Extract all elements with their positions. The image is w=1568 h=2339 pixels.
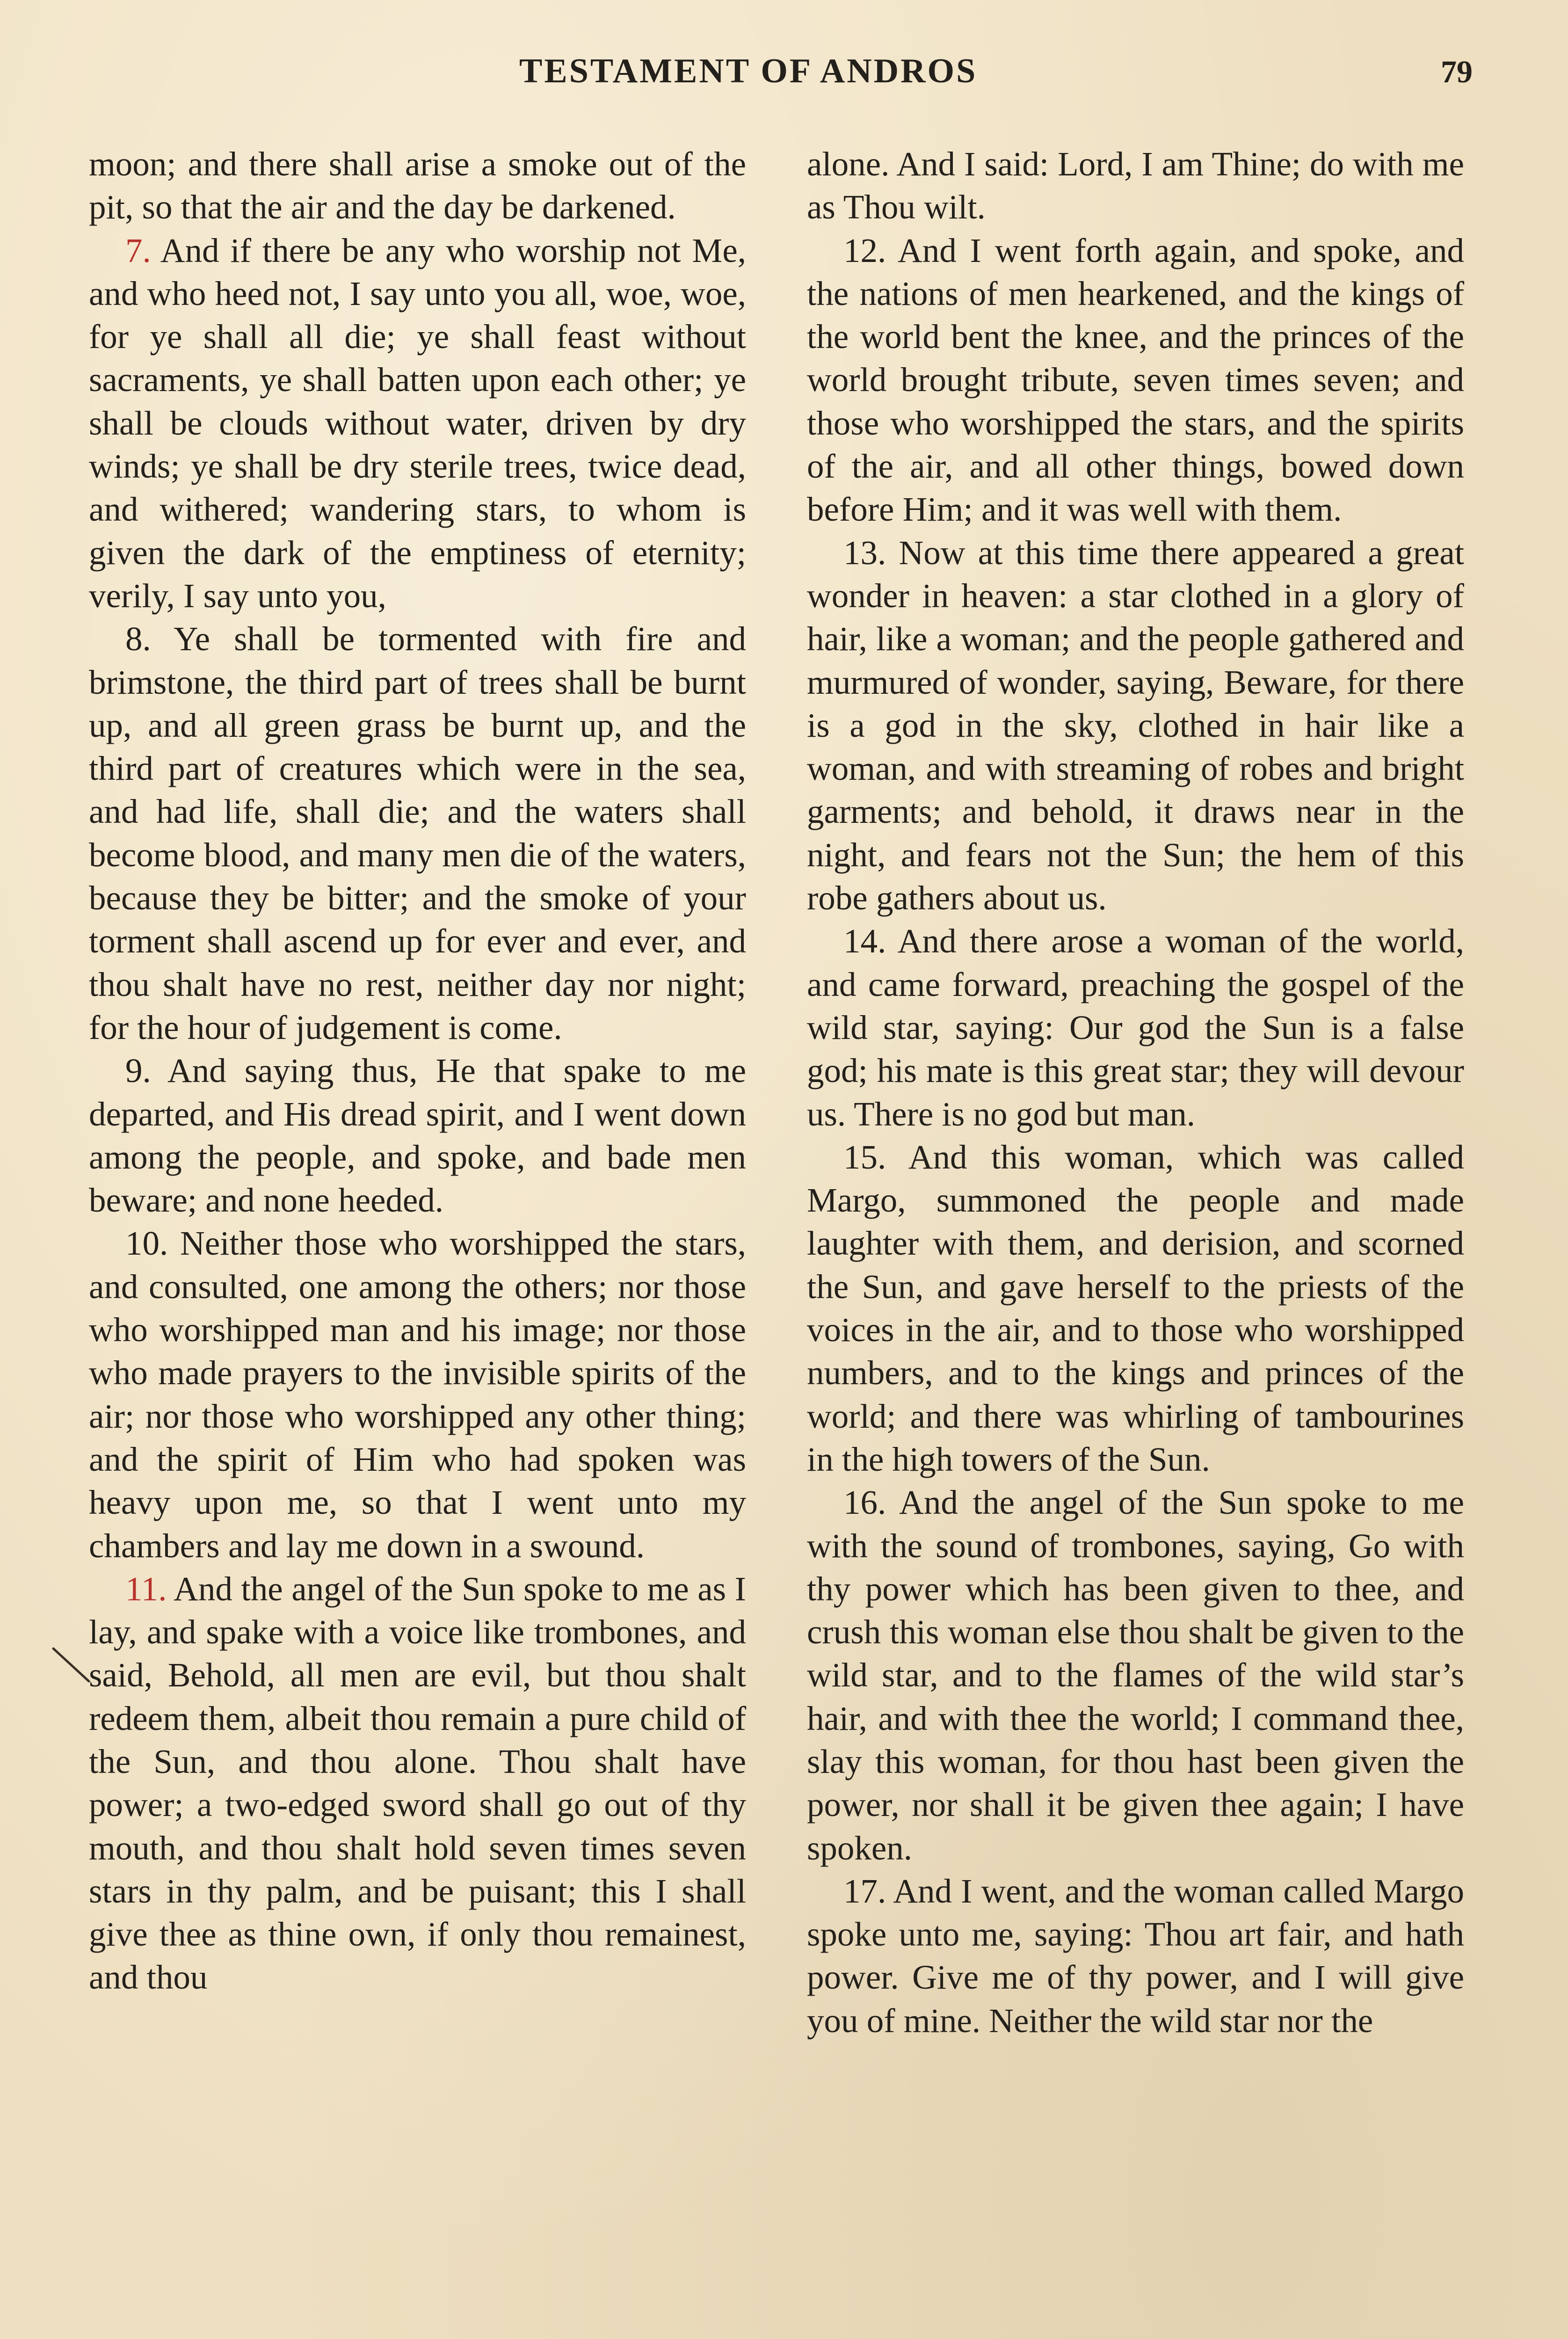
paragraph-text: Ye shall be tormented with fire and brimstone, the third part of trees shall be burnt up, and all green grass be burnt up, and the third part of creatures which were in the sea, and had life, shall die; and the waters shall become blood, and many men die of the waters, because they be bitter; and the smoke of your torment shall ascend up for ever and ever, and thou shalt have no rest, neither day nor night; for the hour of judgement is come. (89, 620, 746, 1046)
paragraph (807, 1136, 1464, 1481)
paragraph (89, 1222, 746, 1567)
paragraph (89, 1049, 746, 1222)
paragraph-text: And saying thus, He that spake to me departed, and His dread spirit, and I went down among the people, and spoke, and bade men beware; and none heeded. (89, 1052, 746, 1220)
verse-number: 17. (843, 1872, 886, 1910)
paragraph (807, 229, 1464, 531)
paragraph-text: And I went forth again, and spoke, and the nations of men hearkened, and the kings of the world bent the knee, and the princes of the world brought tribute, seven times seven; and those who worshipped the stars, and the spirits of the air, and all other things, bowed down before Him; and it was well with them. (807, 231, 1464, 529)
paragraph (807, 1481, 1464, 1870)
running-title: TESTAMENT OF ANDROS (519, 52, 978, 90)
left-column (89, 143, 746, 1999)
paragraph (807, 1870, 1464, 2042)
paragraph-text: Neither those who worshipped the stars, and consulted, one among the others; nor those who worshipped man and his image; nor those who made prayers to the invisible spirits of the air; nor those who worshipped any other thing; and the spirit of Him who had spoken was heavy upon me, so that I went unto my chambers and lay me down in a swound. (89, 1224, 746, 1565)
pencil-margin-mark (51, 1647, 91, 1684)
verse-number: 11. (125, 1569, 167, 1608)
paragraph-text: moon; and there shall arise a smoke out of the pit, so that the air and the day be darkened. (89, 145, 746, 226)
verse-number: 12. (843, 231, 886, 269)
paragraph-text: alone. And I said: Lord, I am Thine; do with me as Thou wilt. (807, 145, 1464, 226)
paragraph (89, 143, 746, 229)
paragraph-text: Now at this time there appeared a great wonder in heaven: a star clothed in a glory of hair, like a woman; and the people gathered and murmured of wonder, saying, Beware, for there is a god in the sky, clothed in hair like a woman, and with streaming of robes and bright garments; and behold, it draws near in the night, and fears not the Sun; the hem of this robe gathers about us. (807, 533, 1464, 917)
paragraph (89, 229, 746, 618)
paragraph (807, 143, 1464, 229)
paragraph-text: And I went, and the woman called Margo spoke unto me, saying: Thou art fair, and hath power. Give me of thy power, and I will give you of mine. Neither the wild star nor the (807, 1872, 1464, 2040)
verse-number: 16. (843, 1483, 886, 1522)
paragraph-text: And there arose a woman of the world, and came forward, preaching the gospel of the wild star, saying: Our god the Sun is a false god; his mate is this great star; they will devour us. There is no god but man. (807, 922, 1464, 1133)
verse-number: 10. (125, 1224, 168, 1263)
paragraph (89, 617, 746, 1049)
verse-number: 7. (125, 231, 151, 269)
verse-number: 8. (125, 620, 151, 658)
page-number: 79 (1441, 54, 1473, 89)
verse-number: 15. (843, 1138, 886, 1176)
verse-number: 13. (843, 533, 886, 572)
paragraph (89, 1568, 746, 1999)
paragraph-text: And the angel of the Sun spoke to me as I lay, and spake with a voice like trombones, and said, Behold, all men are evil, but thou shalt redeem them, albeit thou remain a pure child of the Sun, and thou alone. Thou shalt have power; a two-edged sword shall go out of thy mouth, and thou shalt hold seven times seven stars in thy palm, and be puisant; this I shall give thee as thine own, if only thou remainest, and thou (89, 1569, 746, 1997)
verse-number: 14. (843, 922, 886, 960)
paragraph-text: And the angel of the Sun spoke to me with the sound of trombones, saying, Go with thy power which has been given to thee, and crush this woman else thou shalt be given to the wild star, and to the flames of the wild star’s hair, and with thee the world; I command thee, slay this woman, for thou hast been given the power, nor shall it be given thee again; I have spoken. (807, 1483, 1464, 1867)
paragraph-text: And this woman, which was called Margo, summoned the people and made laughter with them, and derision, and scorned the Sun, and gave herself to the priests of the voices in the air, and to those who worshipped numbers, and to the kings and princes of the world; and there was whirling of tambourines in the high towers of the Sun. (807, 1138, 1464, 1478)
right-column (807, 143, 1464, 2042)
paragraph-text: And if there be any who worship not Me, and who heed not, I say unto you all, woe, woe, for ye shall all die; ye shall feast without sacraments, ye shall batten upon each other; ye shall be clouds without water, driven by dry winds; ye shall be dry sterile trees, twice dead, and withered; wandering stars, to whom is given the dark of the emptiness of eternity; verily, I say unto you, (89, 231, 746, 615)
running-head (0, 51, 1568, 103)
verse-number: 9. (125, 1052, 151, 1090)
paragraph (807, 531, 1464, 920)
paragraph (807, 920, 1464, 1135)
